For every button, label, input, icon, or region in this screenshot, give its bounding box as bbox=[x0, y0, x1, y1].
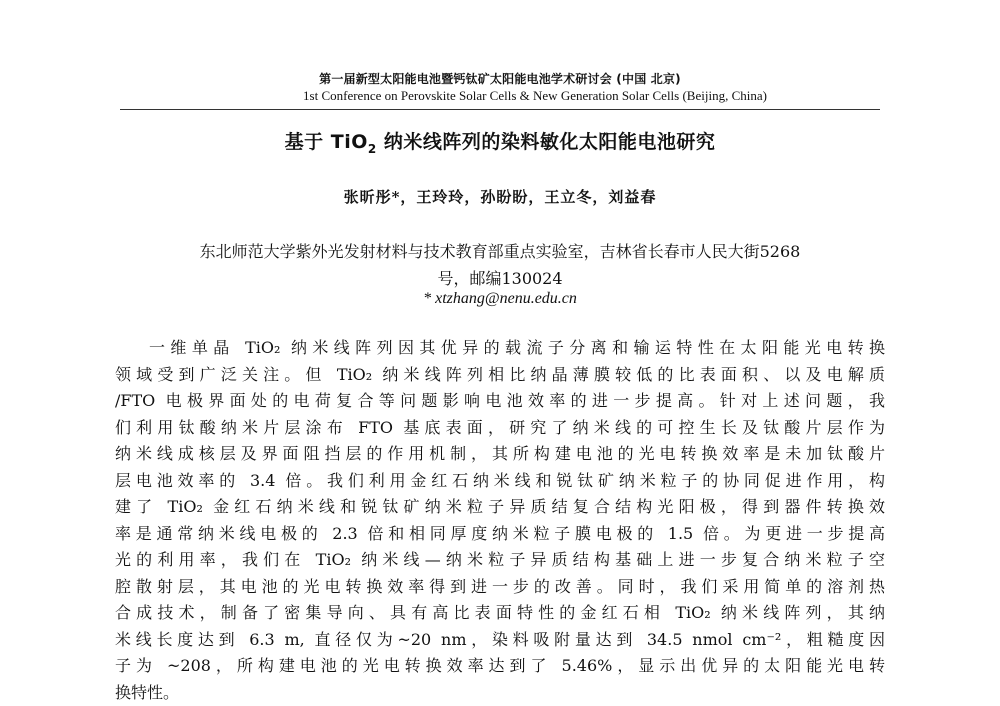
abstract-line: 一维单晶 TiO₂ 纳米线阵列因其优异的载流子分离和输运特性在太阳能光电转换 bbox=[115, 335, 885, 362]
abstract-line: /FTO 电极界面处的电荷复合等问题影响电池效率的进一步提高。针对上述问题，我 bbox=[115, 388, 885, 415]
abstract-line: 率是通常纳米线电极的 2.3 倍和相同厚度纳米粒子膜电极的 1.5 倍。为更进一步提高 bbox=[115, 521, 885, 548]
abstract-body bbox=[115, 335, 885, 706]
abstract-line: 子为 ~208，所构建电池的光电转换效率达到了 5.46%，显示出优异的太阳能光电转 bbox=[115, 653, 885, 680]
abstract-line: 光的利用率，我们在 TiO₂ 纳米线—纳米粒子异质结构基础上进一步复合纳米粒子空 bbox=[115, 547, 885, 574]
conference-header-english: 1st Conference on Perovskite Solar Cells & New Generation Solar Cells (Beijing, China) bbox=[0, 88, 1000, 104]
corresponding-email: * xtzhang@nenu.edu.cn bbox=[0, 290, 1000, 308]
abstract-line: 领域受到广泛关注。但 TiO₂ 纳米线阵列相比纳晶薄膜较低的比表面积、以及电解质 bbox=[115, 362, 885, 389]
paper-title-subscript: 2 bbox=[368, 142, 377, 156]
paper-title bbox=[0, 127, 1000, 156]
abstract-line: 米线长度达到 6.3 m, 直径仅为~20 nm，染料吸附量达到 34.5 nmol cm⁻²，粗糙度因 bbox=[115, 627, 885, 654]
header-divider bbox=[120, 109, 880, 110]
author-list: 张昕彤*，王玲玲，孙盼盼，王立冬，刘益春 bbox=[0, 186, 1000, 207]
conference-header-chinese: 第一届新型太阳能电池暨钙钛矿太阳能电池学术研讨会 (中国 北京) bbox=[0, 70, 1000, 87]
abstract-line: 纳米线成核层及界面阻挡层的作用机制，其所构建电池的光电转换效率是未加钛酸片 bbox=[115, 441, 885, 468]
abstract-line: 合成技术，制备了密集导向、具有高比表面特性的金红石相 TiO₂ 纳米线阵列，其纳 bbox=[115, 600, 885, 627]
affiliation-line-1: 东北师范大学紫外光发射材料与技术教育部重点实验室，吉林省长春市人民大街5268 bbox=[115, 238, 885, 265]
paper-title-prefix: 基于 TiO bbox=[285, 131, 368, 153]
abstract-line: 换特性。 bbox=[115, 680, 885, 706]
abstract-line: 腔散射层，其电池的光电转换效率得到进一步的改善。同时，我们采用简单的溶剂热 bbox=[115, 574, 885, 601]
affiliation-line-2: 号，邮编130024 bbox=[115, 265, 885, 292]
abstract-line: 层电池效率的 3.4 倍。我们利用金红石纳米线和锐钛矿纳米粒子的协同促进作用，构 bbox=[115, 468, 885, 495]
paper-title-suffix: 纳米线阵列的染料敏化太阳能电池研究 bbox=[377, 131, 716, 153]
abstract-line: 们利用钛酸纳米片层涂布 FTO 基底表面，研究了纳米线的可控生长及钛酸片层作为 bbox=[115, 415, 885, 442]
affiliation bbox=[115, 238, 885, 292]
abstract-line: 建了 TiO₂ 金红石纳米线和锐钛矿纳米粒子异质结复合结构光阳极，得到器件转换效 bbox=[115, 494, 885, 521]
